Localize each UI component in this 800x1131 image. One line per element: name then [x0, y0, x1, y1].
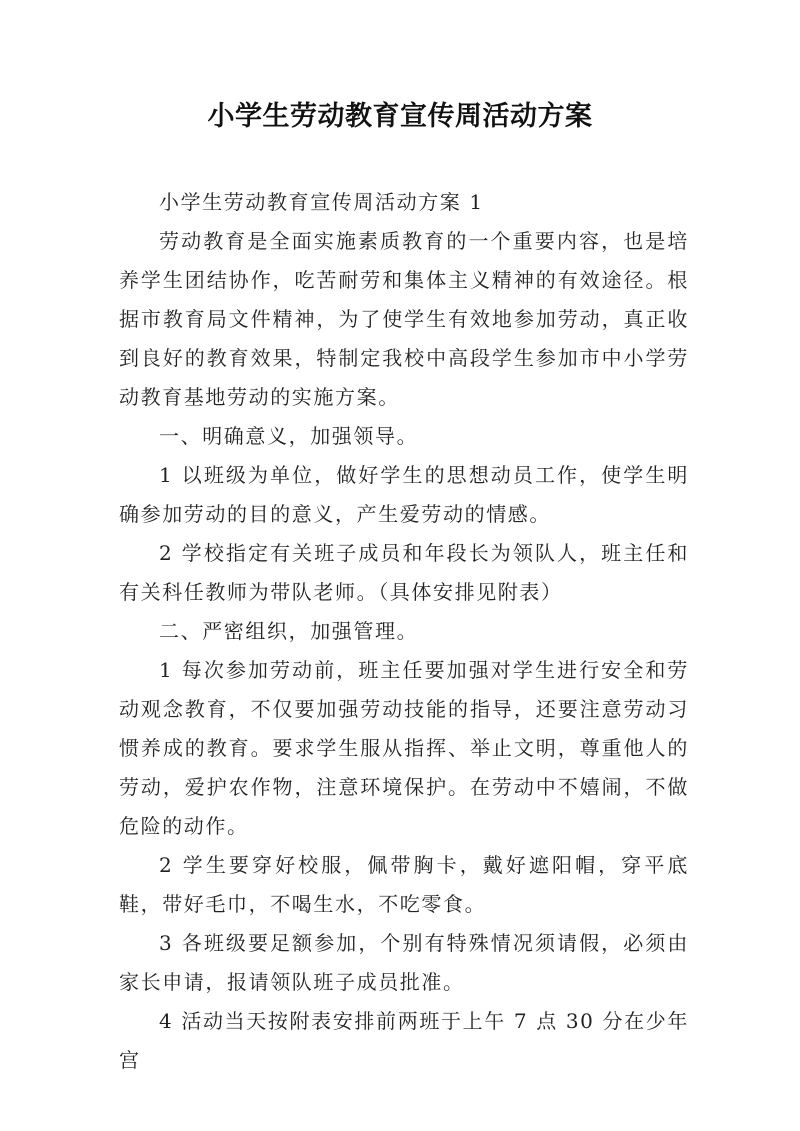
- document-title: 小学生劳动教育宣传周活动方案: [207, 101, 593, 132]
- section1-item-2: 2 学校指定有关班子成员和年段长为领队人，班主任和有关科任教师为带队老师。（具体安排见附表）: [119, 541, 689, 604]
- intro-paragraph: 劳动教育是全面实施素质教育的一个重要内容，也是培养学生团结协作，吃苦耐劳和集体主义精神的有效途径。根据市教育局文件精神，为了使学生有效地参加劳动，真正收到良好的教育效果，特制定我校中高段学生参加市中小学劳动教育基地劳动的实施方案。: [119, 229, 689, 409]
- section2-item-3: 3 各班级要足额参加，个别有特殊情况须请假，必须由家长申请，报请领队班子成员批准。: [119, 931, 689, 994]
- section2-item-4: 4 活动当天按附表安排前两班于上午 7 点 30 分在少年宫: [119, 1009, 689, 1072]
- section1-item-1: 1 以班级为单位，做好学生的思想动员工作，使学生明确参加劳动的目的意义，产生爱劳动的情感。: [119, 463, 689, 526]
- section-heading-2: 二、严密组织，加强管理。: [159, 619, 419, 643]
- section2-item-2: 2 学生要穿好校服，佩带胸卡，戴好遮阳帽，穿平底鞋，带好毛巾，不喝生水，不吃零食。: [119, 853, 689, 916]
- document-body: [119, 183, 689, 1080]
- section-heading-1: 一、明确意义，加强领导。: [159, 424, 419, 448]
- subtitle-paragraph: 小学生劳动教育宣传周活动方案 1: [159, 190, 484, 214]
- section2-item-1: 1 每次参加劳动前，班主任要加强对学生进行安全和劳动观念教育，不仅要加强劳动技能的指导，还要注意劳动习惯养成的教育。要求学生服从指挥、举止文明，尊重他人的劳动，爱护农作物，注意环境保护。在劳动中不嬉闹，不做危险的动作。: [119, 658, 689, 838]
